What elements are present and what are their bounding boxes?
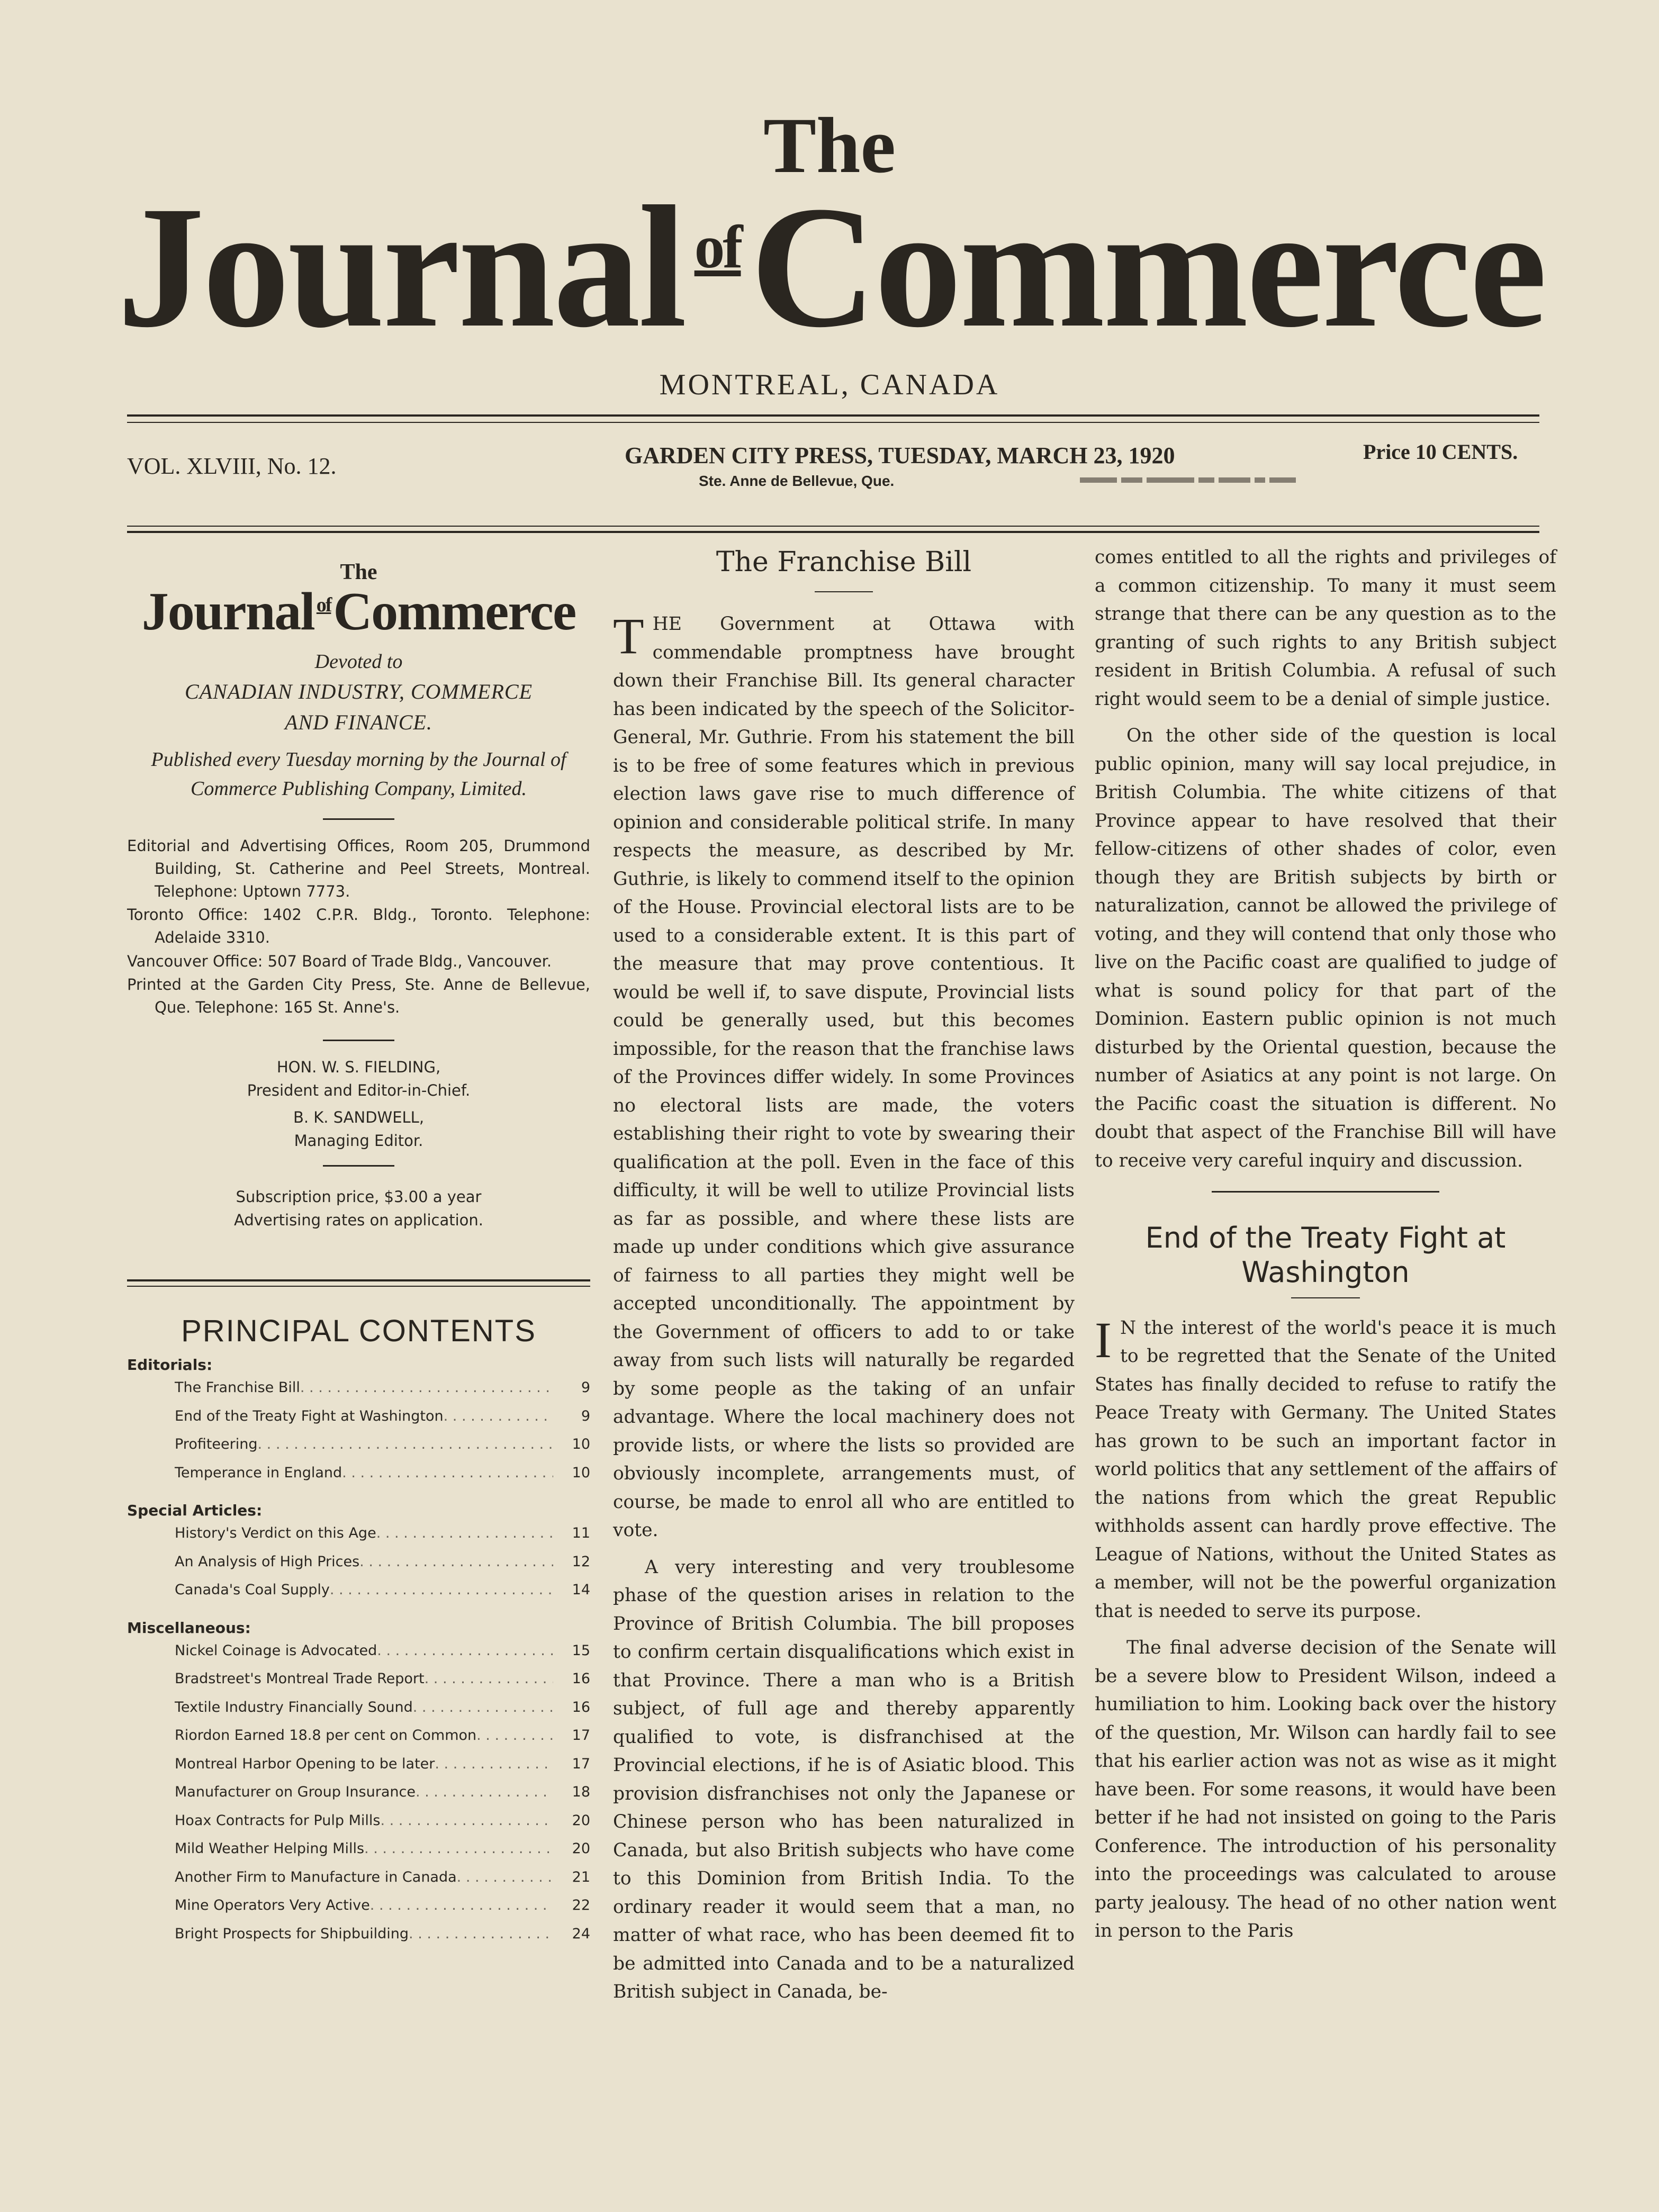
toc-item: Hoax Contracts for Pulp Mills . . . 20: [175, 1807, 590, 1835]
masthead-rule-top: [127, 414, 1539, 417]
sidebar-commerce: Commerce: [333, 582, 576, 642]
franchise-title: The Franchise Bill: [716, 546, 972, 578]
office-addresses: [127, 835, 590, 1018]
masthead-city: MONTREAL, CANADA: [659, 368, 1000, 401]
masthead-title: [95, 170, 1567, 364]
special-articles-list: [127, 1519, 590, 1604]
miscellaneous-heading: Miscellaneous:: [127, 1619, 251, 1637]
miscellaneous-list: [127, 1637, 590, 1948]
office-montreal: Editorial and Advertising Offices, Room 205, Drummond Building, St. Catherine and Peel Streets, Montreal. Telephone: Uptown 7773.: [127, 837, 590, 900]
sidebar-the: The: [340, 560, 377, 584]
advertising-rates: Advertising rates on application.: [233, 1211, 484, 1229]
editor-name: HON. W. S. FIELDING,: [276, 1058, 441, 1077]
contents-rule-bottom: [127, 1286, 590, 1287]
office-toronto: Toronto Office: 1402 C.P.R. Bldg., Toronto. Telephone: Adelaide 3310.: [127, 906, 590, 946]
editor-title: President and Editor-in-Chief.: [247, 1081, 471, 1099]
manager-title: Managing Editor.: [294, 1131, 423, 1150]
treaty-paragraph-1: I N the interest of the world's peace it is much to be regretted that the Senate of the United States has finally decided to refuse to ratify the Peace Treaty with Germany. The United States has grown to be such an important factor in world politics that any settlement of the affairs of the nations from which the great Republic withholds assent can hardly prove effective. The League of Nations, without the United States as a member, will not be the powerful organization that is needed to serve its purpose.: [1095, 1311, 1556, 1622]
toc-item: Another Firm to Manufacture in Canada . . . 21: [175, 1863, 590, 1892]
special-articles-heading: Special Articles:: [127, 1502, 263, 1520]
toc-item: Bright Prospects for Shipbuilding . . . 24: [175, 1920, 590, 1948]
masthead-rule-bottom: [127, 422, 1539, 423]
right-column: [1095, 544, 1556, 1946]
toc-item: Bradstreet's Montreal Trade Report . . . 16: [175, 1665, 590, 1693]
masthead-of: of: [694, 213, 741, 281]
office-printer: Printed at the Garden City Press, Ste. Anne de Bellevue, Que. Telephone: 165 St. Anne's.: [127, 976, 590, 1016]
header-rule-bottom: [127, 531, 1539, 533]
press-dateline: GARDEN CITY PRESS, TUESDAY, MARCH 23, 1920: [625, 443, 1175, 468]
subscription-price: Subscription price, $3.00 a year: [236, 1188, 482, 1206]
toc-item: Profiteering . . . 10: [175, 1430, 590, 1459]
toc-item: Montreal Harbor Opening to be later . . . 17: [175, 1750, 590, 1778]
publisher-note: Published every Tuesday morning by the Journal of Commerce Publishing Company, Limited.: [151, 748, 566, 800]
sidebar-of: of: [316, 594, 331, 616]
volume-number: VOL. XLVIII, No. 12.: [127, 453, 337, 479]
article-divider: [1212, 1191, 1439, 1193]
toc-item: History's Verdict on this Age . . . 11: [175, 1519, 590, 1548]
industries-line-1: CANADIAN INDUSTRY, COMMERCE: [184, 680, 533, 704]
treaty-title-line-1: End of the Treaty Fight at: [1145, 1221, 1506, 1254]
issue-price: Price 10 CENTS.: [1363, 440, 1518, 464]
title-underline: [815, 591, 873, 592]
masthead-commerce: Commerce: [750, 170, 1545, 364]
masthead-journal: Journal: [117, 170, 685, 364]
toc-item: An Analysis of High Prices . . . 12: [175, 1548, 590, 1576]
toc-item: Canada's Coal Supply . . . 14: [175, 1576, 590, 1604]
sidebar: [127, 561, 590, 1948]
toc-item: Riordon Earned 18.8 per cent on Common . . . 17: [175, 1721, 590, 1750]
toc-item: Manufacturer on Group Insurance . . . 18: [175, 1778, 590, 1807]
divider: [323, 818, 394, 820]
franchise-paragraph-3: comes entitled to all the rights and privileges of a common citizenship. To many it must seem strange that there can be any question as to the granting of such rights to any British subject resident in British Columbia. A refusal of such right would seem to be a denial of simple justice.: [1095, 547, 1556, 710]
franchise-article: [613, 545, 1075, 2007]
divider: [323, 1040, 394, 1041]
treaty-paragraph-2: The final adverse decision of the Senate will be a severe blow to President Wilson, indeed a humiliation to him. Looking back over the history of the question, Mr. Wilson can hardly fail to see that his earlier action was not as wise as it might have been. For some reasons, it would have been better if he had not insisted on going to the Paris Conference. The introduction of his personality into the proceedings was calculated to arouse party jealousy. The head of no other nation went in person to the Paris: [1095, 1637, 1556, 1942]
dropcap: I: [1095, 1311, 1112, 1368]
franchise-paragraph-4: On the other side of the question is local public opinion, many will say local prejudice, in British Columbia. The white citizens of that Province appear to have resolved that their fellow-citizens of other shades of color, even though they are British subjects by birth or naturalization, cannot be allowed the privilege of voting, and they will contend that only those who live on the Pacific coast are qualified to judge of what is sound policy for that part of the Dominion. Eastern public opinion is not much disturbed by the Oriental question, because the number of Asiatics at any point is not large. On the Pacific coast the situation is different. No doubt that aspect of the Franchise Bill will have to receive very careful inquiry and discussion.: [1095, 725, 1556, 1171]
header-rule-top: [127, 526, 1539, 527]
masthead-the: The: [763, 102, 896, 189]
toc-item: End of the Treaty Fight at Washington . . . 9: [175, 1402, 590, 1431]
editorials-list: [127, 1374, 590, 1487]
contents-title: PRINCIPAL CONTENTS: [181, 1314, 536, 1349]
devoted-to: Devoted to: [314, 651, 403, 673]
treaty-title-line-2: Washington: [1241, 1255, 1410, 1289]
industries-line-2: AND FINANCE.: [285, 710, 432, 735]
manager-name: B. K. SANDWELL,: [293, 1108, 425, 1127]
press-location: Ste. Anne de Bellevue, Que.: [699, 473, 895, 489]
dropcap: T: [613, 608, 644, 664]
ink-stamp-mark: [1080, 471, 1334, 489]
sidebar-title: [127, 583, 590, 640]
toc-item: Textile Industry Financially Sound . . . 16: [175, 1693, 590, 1722]
contents-rule-top: [127, 1279, 590, 1281]
franchise-paragraph-1: THE Government at Ottawa with commendable promptness have brought down their Franchise Bill. Its general character has been indicated by the speech of the Solicitor-General, Mr. Guthrie. From his statement the bill is to be free of some features which in previous election laws gave rise to much difference of opinion and considerable political strife. In many respects the measure, as described by Mr. Guthrie, is likely to commend itself to the opinion of the House. Provincial electoral lists are to be used to a considerable extent. It is this part of the measure that may prove contentious. It would be well if, to save dispute, Provincial lists could be generally used, but this becomes impossible, for the reason that the franchise laws of the Provinces differ widely. In some Provinces no electoral lists are made, the voters establishing their right to vote by swearing their qualification at the poll. Even in the face of this difficulty, it will be well to utilize Provincial lists as far as possible, and where these lists are made up under conditions which give assurance of fairness to all parties they might well be accepted unconditionally. The appointment by the Government of officers to add to or take away from such lists will naturally be regarded by some people as the taking of an unfair advantage. Where the local machinery does not provide lists, or where the lists so provided are obviously incomplete, arrangements must, of course, be made to enrol all who are entitled to vote.: [613, 608, 1075, 1541]
divider: [323, 1165, 394, 1167]
sidebar-journal: Journal: [141, 582, 314, 642]
toc-item: Temperance in England . . . 10: [175, 1459, 590, 1487]
toc-item: The Franchise Bill . . . 9: [175, 1374, 590, 1402]
toc-item: Mine Operators Very Active . . . 22: [175, 1891, 590, 1920]
toc-item: Mild Weather Helping Mills . . . 20: [175, 1835, 590, 1863]
editorials-heading: Editorials:: [127, 1356, 213, 1374]
toc-item: Nickel Coinage is Advocated . . . 15: [175, 1637, 590, 1665]
franchise-paragraph-2: A very interesting and very troublesome phase of the question arises in relation to the Province of British Columbia. The bill proposes to confirm certain disqualifications which exist in that Province. There a man who is a British subject, of full age and thereby apparently qualified to vote, is disfranchised at the Provincial elections, if he is of Asiatic blood. This provision disfranchises not only the Japanese or Chinese person who has been naturalized in Canada, but also British subjects who have come to this Dominion from British India. To the ordinary reader it would seem that a man, no matter of what race, who has been deemed fit to be admitted into Canada and to be a naturalized British subject in Canada, be-: [613, 1556, 1075, 2002]
office-vancouver: Vancouver Office: 507 Board of Trade Bldg., Vancouver.: [127, 952, 552, 970]
title-underline: [1291, 1297, 1360, 1298]
